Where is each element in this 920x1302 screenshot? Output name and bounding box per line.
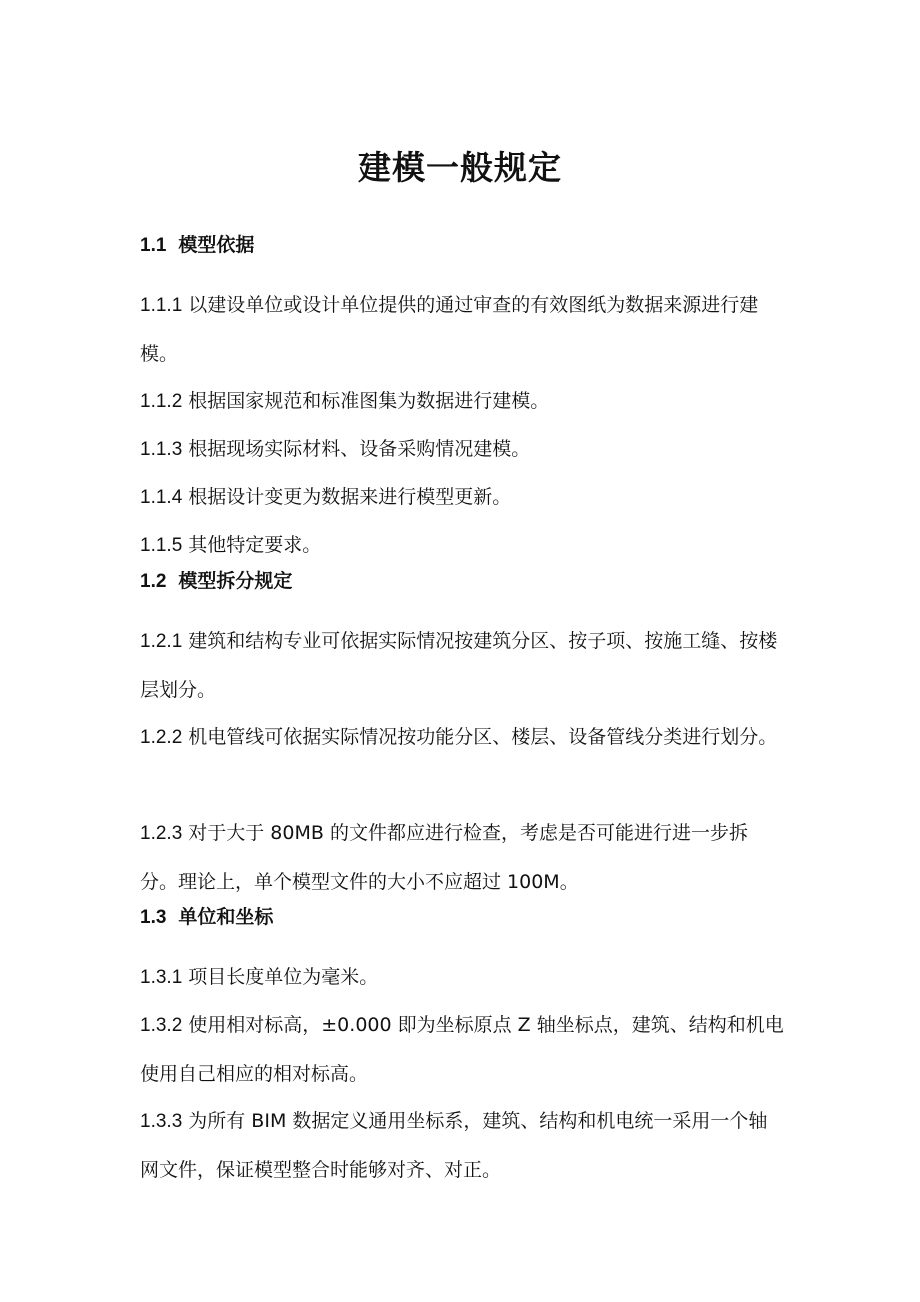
clause-paragraph [140, 425, 785, 473]
clause-number: 1.2.1 [140, 631, 183, 652]
section-title: 模型依据 [178, 234, 255, 256]
clause-text: 机电管线可依据实际情况按功能分区、楼层、设备管线分类进行划分。 [188, 726, 778, 748]
clause-text: 对于大于 80MB 的文件都应进行检查，考虑是否可能进行进一步拆分。理论上，单个模型文件的大小不应超过 100M。 [140, 822, 748, 893]
clause-number: 1.3.3 [140, 1111, 183, 1132]
clause-text: 根据国家规范和标准图集为数据进行建模。 [188, 390, 550, 412]
clause-number: 1.2.2 [140, 727, 183, 748]
clause-text: 项目长度单位为毫米。 [188, 966, 379, 988]
section-number: 1.3 [140, 907, 167, 928]
clause-paragraph [140, 281, 785, 377]
clause-paragraph [140, 377, 785, 425]
clause-text: 建筑和结构专业可依据实际情况按建筑分区、按子项、按施工缝、按楼层划分。 [140, 630, 778, 701]
clause-text: 使用相对标高，±0.000 即为坐标原点 Z 轴坐标点，建筑、结构和机电使用自己相应的相对标高。 [140, 1014, 784, 1085]
clause-text: 其他特定要求。 [188, 534, 322, 556]
clause-text: 根据现场实际材料、设备采购情况建模。 [188, 438, 531, 460]
clause-number: 1.1.5 [140, 535, 183, 556]
document-title: 建模一般规定 [358, 148, 562, 187]
clause-paragraph [140, 713, 785, 809]
section-number: 1.1 [140, 235, 167, 256]
clause-paragraph [140, 617, 785, 713]
clause-text: 以建设单位或设计单位提供的通过审查的有效图纸为数据来源进行建模。 [140, 294, 759, 365]
section-title: 单位和坐标 [178, 906, 274, 928]
clause-paragraph [140, 1001, 785, 1097]
clause-number: 1.1.1 [140, 295, 183, 316]
clause-paragraph [140, 809, 785, 905]
clause-number: 1.3.2 [140, 1015, 183, 1036]
document-body [140, 233, 785, 1193]
clause-text: 根据设计变更为数据来进行模型更新。 [188, 486, 512, 508]
section-title: 模型拆分规定 [178, 570, 293, 592]
clause-number: 1.2.3 [140, 823, 183, 844]
clause-number: 1.1.2 [140, 391, 183, 412]
clause-paragraph [140, 1097, 785, 1193]
section-heading [140, 569, 785, 617]
clause-number: 1.1.3 [140, 439, 183, 460]
clause-paragraph [140, 473, 785, 521]
section-number: 1.2 [140, 571, 167, 592]
section-heading [140, 905, 785, 953]
clause-text: 为所有 BIM 数据定义通用坐标系，建筑、结构和机电统一采用一个轴网文件，保证模型整合时能够对齐、对正。 [140, 1110, 768, 1181]
section-heading [140, 233, 785, 281]
clause-number: 1.3.1 [140, 967, 183, 988]
clause-number: 1.1.4 [140, 487, 183, 508]
clause-paragraph [140, 521, 785, 569]
clause-paragraph [140, 953, 785, 1001]
